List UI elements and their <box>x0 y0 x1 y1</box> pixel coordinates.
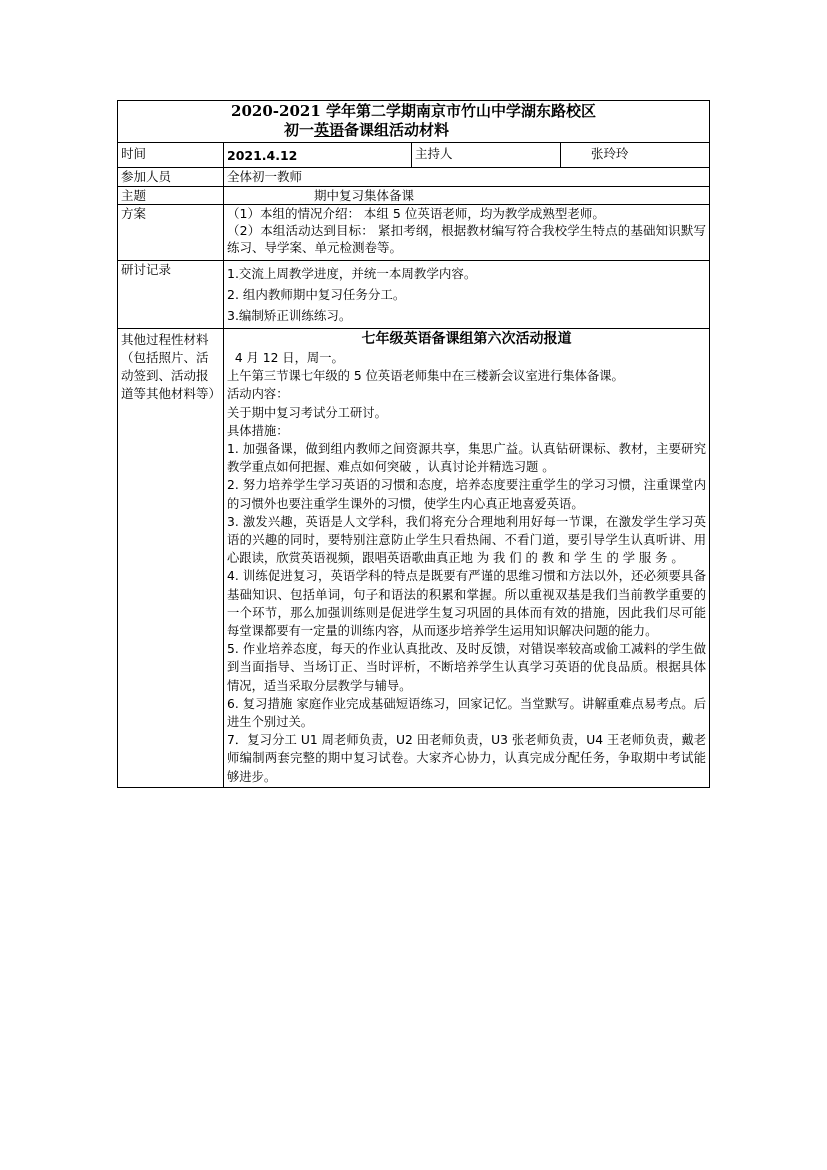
report-paragraph: 7．复习分工 U1 周老师负责，U2 田老师负责，U3 张老师负责，U4 王老师负责，戴老师编制两套完整的期中复习试卷。大家齐心协力，认真完成分配任务，争取期中考试能够进步。 <box>227 733 707 784</box>
report-paragraph: 活动内容： <box>227 387 289 402</box>
record-line-3: 3.编制矫正训练练习。 <box>227 308 352 323</box>
report-paragraph: 4 月 12 日，周一。 <box>227 351 344 365</box>
report-title: 七年级英语备课组第六次活动报道 <box>361 331 572 347</box>
plan-line-2: （2）本组活动达到目标： 紧扣考纲，根据教材编写符合我校学生特点的基础知识默写练习、导学案、单元检测卷等。 <box>227 223 707 255</box>
plan-line-1: （1）本组的情况介绍： 本组 5 位英语老师，均为教学成熟型老师。 <box>227 206 605 221</box>
title-line-2 <box>118 121 709 140</box>
title-line-2-prefix: 初一 <box>284 121 315 139</box>
report-paragraph: 5. 作业培养态度，每天的作业认真批改、及时反馈，对错误率较高或偷工减料的学生做到当面指导、当场订正、当时评析，不断培养学生认真学习英语的优良品质。根据具体情况，适当采取分层教学与辅导。 <box>227 642 707 693</box>
report-paragraph: 2. 努力培养学生学习英语的习惯和态度，培养态度要注重学生的学习习惯，注重课堂内的习惯外也要注重学生课外的习惯，使学生内心真正地喜爱英语。 <box>227 478 707 511</box>
time-value: 2021.4.12 <box>224 143 412 168</box>
topic-text: 期中复习集体备课 <box>314 188 415 203</box>
document-title <box>118 101 710 143</box>
report-paragraph: 关于期中复习考试分工研讨。 <box>227 405 387 420</box>
report-paragraph: 1. 加强备课，做到组内教师之间资源共享，集思广益。认真钻研课标、教材，主要研究教学重点如何把握、难点如何突破 ，认真讨论并精选习题 。 <box>227 442 707 475</box>
report-paragraph: 上午第三节课七年级的 5 位英语老师集中在三楼新会议室进行集体备课。 <box>227 369 624 384</box>
host-value <box>561 143 710 168</box>
activity-report <box>224 329 710 788</box>
record-content <box>224 261 710 329</box>
record-line-1: 1.交流上周教学进度，并统一本周教学内容。 <box>227 266 477 281</box>
activity-form <box>117 100 709 788</box>
title-line-2-underlined: 英语 <box>314 121 345 139</box>
plan-content <box>224 205 710 261</box>
host-label: 主持人 <box>412 143 561 168</box>
plan-label: 方案 <box>118 205 224 261</box>
record-label: 研讨记录 <box>118 261 224 329</box>
topic-label: 主题 <box>118 187 224 205</box>
report-paragraph: 6. 复习措施 家庭作业完成基础短语练习，回家记忆。当堂默写。讲解重难点易考点。后进生个别过关。 <box>227 696 707 730</box>
time-label: 时间 <box>118 143 224 168</box>
other-label: 其他过程性材料（包括照片、活动签到、活动报道等其他材料等） <box>118 329 224 788</box>
report-paragraph: 4. 训练促进复习，英语学科的特点是既要有严谨的思维习惯和方法以外，还必须要具备基础知识、包括单词，句子和语法的积累和掌握。所以重视双基是我们当前教学重要的一个环节，那么加强训练则是促进学生复习巩固的具体而有效的措施，因此我们尽可能每堂课都要有一定量的训练内容，从而逐步培养学生运用知识解决问题的能力。 <box>227 569 707 639</box>
report-paragraph: 具体措施： <box>227 423 289 438</box>
record-line-2: 2. 组内教师期中复习任务分工。 <box>227 287 406 302</box>
title-line-2-suffix: 备课组活动材料 <box>344 121 450 139</box>
participants-value: 全体初一教师 <box>224 168 710 187</box>
title-line-1: 2020-2021 学年第二学期南京市竹山中学湖东路校区 <box>231 102 596 120</box>
host-name: 张玲玲 <box>591 146 629 161</box>
topic-value <box>224 187 710 205</box>
participants-label: 参加人员 <box>118 168 224 187</box>
report-paragraph: 3. 激发兴趣，英语是人文学科，我们将充分合理地利用好每一节课，在激发学生学习英语的兴趣的同时，要特别注意防止学生只看热闹、不看门道，要引导学生认真听讲、用心跟读，欣赏英语视频，跟唱英语歌曲真正地 为 我 们 的 教 和 学 生 的 学 服 务 。 <box>227 514 707 566</box>
form-table <box>117 100 710 788</box>
